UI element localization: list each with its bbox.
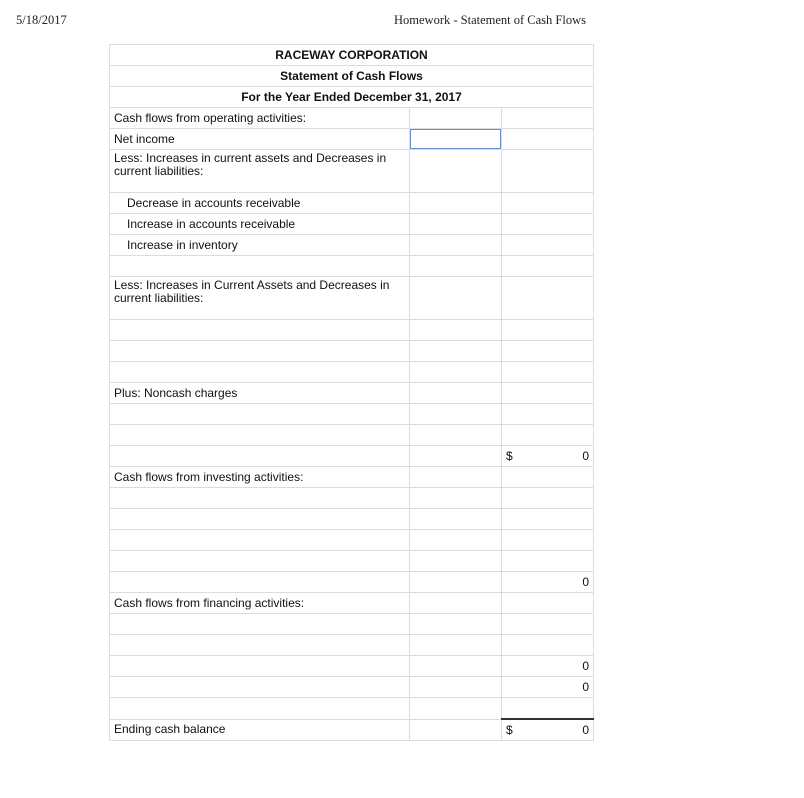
cell[interactable]: [410, 635, 502, 656]
cell[interactable]: [502, 635, 594, 656]
table-row: [110, 488, 594, 509]
ending-balance-label: Ending cash balance: [110, 719, 410, 741]
table-row: [110, 509, 594, 530]
table-row: [110, 551, 594, 572]
cell[interactable]: [410, 425, 502, 446]
currency-symbol: $: [506, 448, 513, 463]
cell[interactable]: [502, 108, 594, 129]
cell[interactable]: [410, 614, 502, 635]
investing-total: 0: [502, 572, 594, 593]
table-row: [110, 614, 594, 635]
statement-period: For the Year Ended December 31, 2017: [110, 87, 594, 108]
cell[interactable]: [110, 446, 410, 467]
decrease-ar-label: Decrease in accounts receivable: [110, 193, 410, 214]
table-row: [110, 87, 594, 108]
cell[interactable]: [110, 614, 410, 635]
investing-heading: Cash flows from investing activities:: [110, 467, 410, 488]
cell[interactable]: [410, 530, 502, 551]
table-row: [110, 235, 594, 256]
less-increases-label: Less: Increases in current assets and Decreases in current liabilities:: [110, 150, 410, 193]
cell[interactable]: [502, 150, 594, 193]
cell[interactable]: [410, 719, 502, 741]
table-row: [110, 214, 594, 235]
cell[interactable]: [110, 530, 410, 551]
cell[interactable]: [502, 277, 594, 320]
net-income-input-cell[interactable]: [410, 129, 502, 150]
table-row: [110, 593, 594, 614]
cell[interactable]: [502, 551, 594, 572]
cell[interactable]: [110, 656, 410, 677]
ending-balance: 0: [582, 722, 589, 737]
cell[interactable]: [410, 656, 502, 677]
table-row: [110, 719, 594, 741]
table-row: [110, 66, 594, 87]
net-change-total: 0: [502, 677, 594, 698]
table-row: [110, 467, 594, 488]
cash-flow-table: [109, 44, 594, 741]
cell[interactable]: [410, 341, 502, 362]
operating-total: 0: [582, 448, 589, 463]
cell[interactable]: [502, 362, 594, 383]
cell[interactable]: [110, 551, 410, 572]
cell[interactable]: [410, 108, 502, 129]
table-row: [110, 656, 594, 677]
statement-name: Statement of Cash Flows: [110, 66, 594, 87]
table-row: [110, 362, 594, 383]
print-title: Homework - Statement of Cash Flows: [394, 13, 586, 27]
cell[interactable]: [502, 488, 594, 509]
cell[interactable]: [410, 488, 502, 509]
cell[interactable]: [410, 214, 502, 235]
currency-symbol: $: [506, 722, 513, 737]
ending-balance-cell: [502, 719, 594, 741]
cell[interactable]: [110, 425, 410, 446]
cell[interactable]: [410, 150, 502, 193]
cell[interactable]: [502, 383, 594, 404]
noncash-label: Plus: Noncash charges: [110, 383, 410, 404]
financing-total: 0: [502, 656, 594, 677]
table-row: [110, 404, 594, 425]
cell[interactable]: [410, 277, 502, 320]
table-row: [110, 277, 594, 320]
less-increases-label-2: Less: Increases in Current Assets and Decreases in current liabilities:: [110, 277, 410, 320]
table-row: [110, 425, 594, 446]
cell[interactable]: [502, 193, 594, 214]
table-row: [110, 129, 594, 150]
cell[interactable]: [502, 509, 594, 530]
cell[interactable]: [502, 214, 594, 235]
table-row: [110, 446, 594, 467]
table-row: [110, 677, 594, 698]
table-row: [110, 193, 594, 214]
cell[interactable]: [110, 635, 410, 656]
cell[interactable]: [410, 320, 502, 341]
table-row: [110, 45, 594, 66]
cell[interactable]: [410, 193, 502, 214]
financing-heading: Cash flows from financing activities:: [110, 593, 410, 614]
cell[interactable]: [502, 467, 594, 488]
table-row: [110, 698, 594, 720]
cell[interactable]: [410, 256, 502, 277]
increase-ar-label: Increase in accounts receivable: [110, 214, 410, 235]
table-row: [110, 320, 594, 341]
operating-heading: Cash flows from operating activities:: [110, 108, 410, 129]
table-row: [110, 530, 594, 551]
cell[interactable]: [410, 572, 502, 593]
table-row: [110, 635, 594, 656]
increase-inventory-label: Increase in inventory: [110, 235, 410, 256]
cell[interactable]: [502, 341, 594, 362]
cell[interactable]: [502, 425, 594, 446]
cell[interactable]: [410, 446, 502, 467]
cell[interactable]: [502, 320, 594, 341]
cell[interactable]: [110, 677, 410, 698]
cell[interactable]: [410, 404, 502, 425]
cell[interactable]: [502, 593, 594, 614]
cell[interactable]: [410, 383, 502, 404]
cell[interactable]: [110, 362, 410, 383]
operating-total-cell: [502, 446, 594, 467]
table-row: [110, 572, 594, 593]
cell[interactable]: [410, 467, 502, 488]
cell[interactable]: [410, 593, 502, 614]
cell[interactable]: [110, 488, 410, 509]
cell[interactable]: [410, 551, 502, 572]
cell[interactable]: [502, 404, 594, 425]
company-name: RACEWAY CORPORATION: [110, 45, 594, 66]
cell[interactable]: [410, 698, 502, 720]
cell[interactable]: [110, 509, 410, 530]
cell[interactable]: [410, 677, 502, 698]
net-income-label: Net income: [110, 129, 410, 150]
cell[interactable]: [410, 509, 502, 530]
cell[interactable]: [502, 129, 594, 150]
cell[interactable]: [502, 614, 594, 635]
cell[interactable]: [502, 698, 594, 720]
table-row: [110, 341, 594, 362]
cell[interactable]: [110, 404, 410, 425]
print-date: 5/18/2017: [16, 13, 67, 27]
cell[interactable]: [110, 698, 410, 720]
table-row: [110, 108, 594, 129]
table-row: [110, 150, 594, 193]
cell[interactable]: [110, 341, 410, 362]
cell[interactable]: [410, 235, 502, 256]
cell[interactable]: [502, 530, 594, 551]
cell[interactable]: [502, 235, 594, 256]
cell[interactable]: [110, 320, 410, 341]
table-row: [110, 256, 594, 277]
cell[interactable]: [110, 572, 410, 593]
table-row: [110, 383, 594, 404]
cell[interactable]: [502, 256, 594, 277]
cell[interactable]: [110, 256, 410, 277]
cell[interactable]: [410, 362, 502, 383]
